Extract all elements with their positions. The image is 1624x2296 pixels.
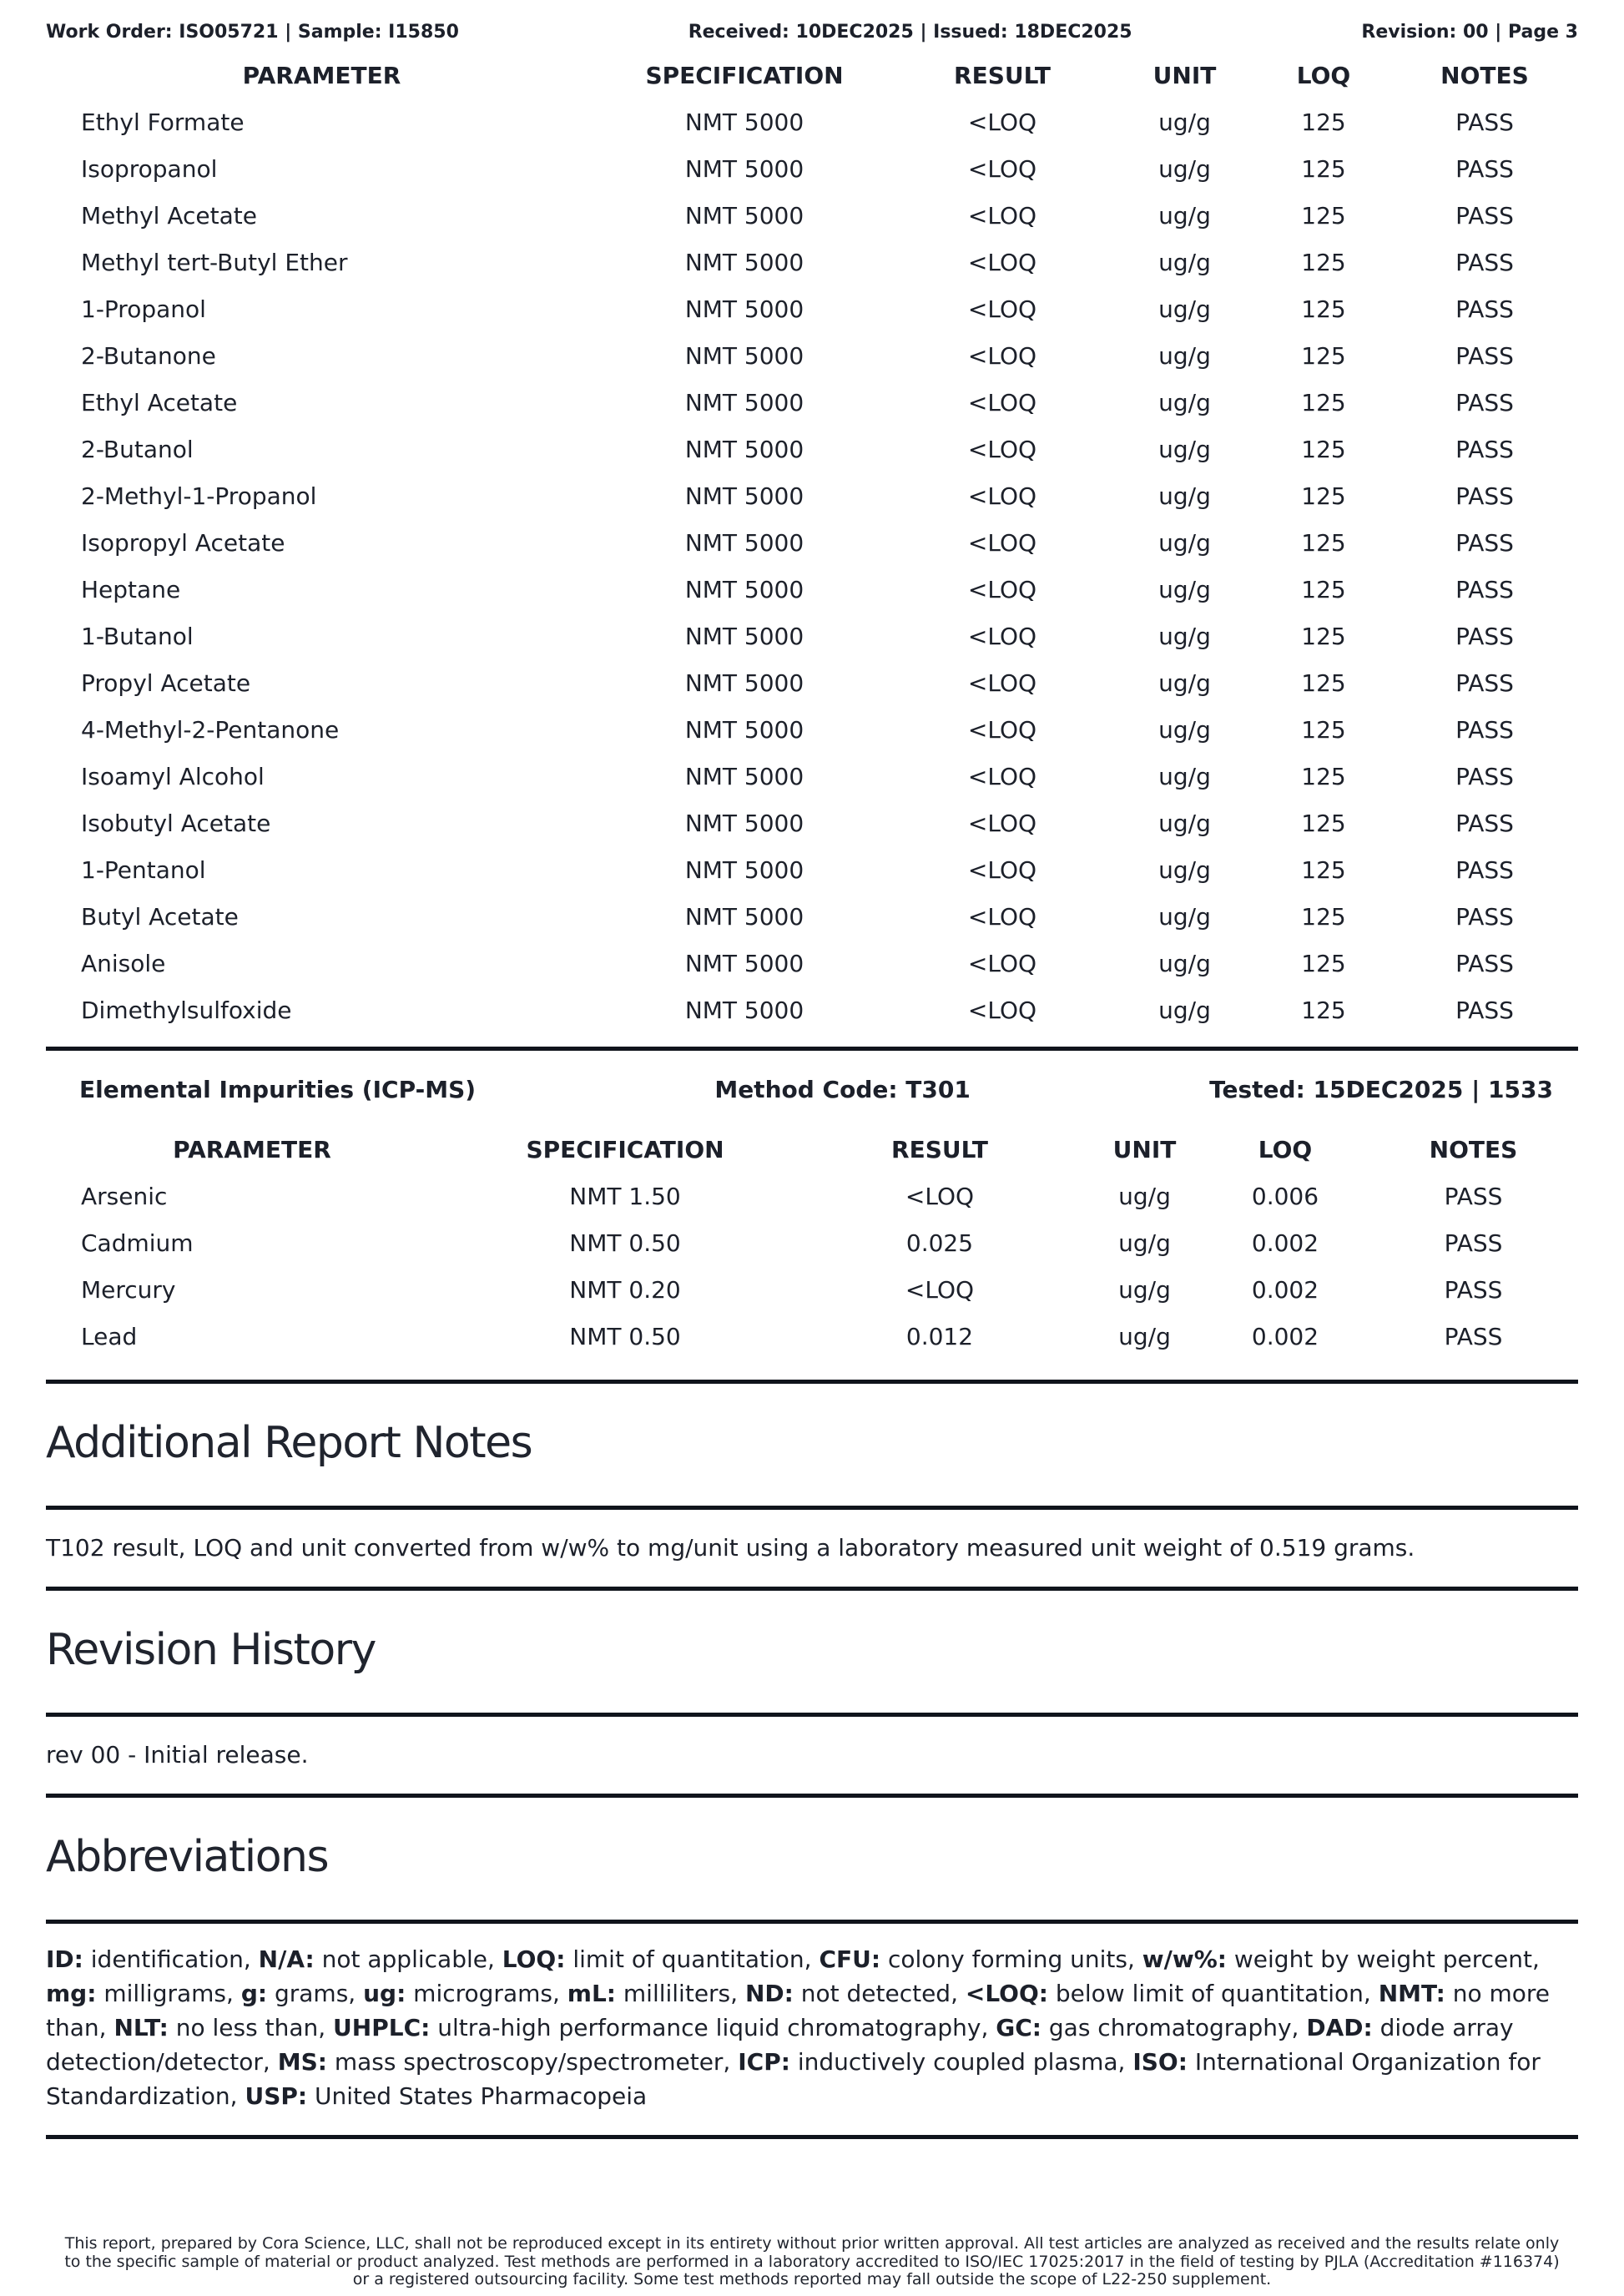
elemental-row <box>46 1266 1578 1313</box>
cell: NMT 5000 <box>684 575 804 603</box>
cell: NMT 5000 <box>684 154 804 183</box>
cell: 0.002 <box>1251 1275 1319 1304</box>
cell: PASS <box>1455 715 1514 744</box>
cell: 2-Butanone <box>81 341 216 370</box>
cell: NMT 5000 <box>684 902 804 931</box>
cell: Propyl Acetate <box>81 669 251 697</box>
method-code: Method Code: T301 <box>714 1076 971 1103</box>
cell: NMT 5000 <box>684 996 804 1024</box>
cell: Ethyl Formate <box>81 108 245 136</box>
cell: <LOQ <box>967 435 1037 463</box>
abbreviation-term: ug: <box>363 1980 406 2007</box>
abbreviation-term: CFU: <box>819 1945 881 1973</box>
abbreviation-term: ISO: <box>1132 2048 1188 2076</box>
solvent-row <box>46 659 1578 706</box>
revision-history-body: rev 00 - Initial release. <box>46 1741 309 1769</box>
cell: PASS <box>1455 528 1514 557</box>
solvent-row <box>46 940 1578 987</box>
cell: 125 <box>1301 622 1346 650</box>
cell: NMT 5000 <box>684 108 804 136</box>
col-unit: UNIT <box>1152 61 1217 89</box>
cell: 0.002 <box>1251 1229 1319 1257</box>
cell: 2-Methyl-1-Propanol <box>81 482 317 510</box>
cell: ug/g <box>1158 949 1211 977</box>
solvent-row <box>46 519 1578 566</box>
cell: NMT 5000 <box>684 809 804 837</box>
col-specification: SPECIFICATION <box>645 61 844 89</box>
cell: ug/g <box>1158 201 1211 230</box>
cell: Anisole <box>81 949 166 977</box>
cell: PASS <box>1444 1275 1503 1304</box>
cell: <LOQ <box>967 482 1037 510</box>
cell: <LOQ <box>967 528 1037 557</box>
cell: 125 <box>1301 996 1346 1024</box>
solvent-row <box>46 800 1578 846</box>
footer-line: This report, prepared by Cora Science, LLC, shall not be reproduced except in its entirety without prior written approval. All test articles are analyzed as received and the results relate only <box>64 2234 1560 2253</box>
cell: PASS <box>1455 201 1514 230</box>
cell: PASS <box>1455 855 1514 884</box>
additional-report-notes-heading: Additional Report Notes <box>46 1418 532 1468</box>
cell: 125 <box>1301 248 1346 276</box>
cell: PASS <box>1455 575 1514 603</box>
cell: PASS <box>1444 1182 1503 1210</box>
solvent-row <box>46 426 1578 472</box>
divider <box>46 1047 1578 1051</box>
cell: NMT 5000 <box>684 201 804 230</box>
cell: PASS <box>1455 622 1514 650</box>
cell: PASS <box>1455 248 1514 276</box>
cell: Lead <box>81 1322 138 1350</box>
cell: Dimethylsulfoxide <box>81 996 292 1024</box>
cell: <LOQ <box>967 715 1037 744</box>
abbreviation-term: g: <box>240 1980 268 2007</box>
received-issued: Received: 10DEC2025 | Issued: 18DEC2025 <box>688 22 1132 43</box>
cell: PASS <box>1455 669 1514 697</box>
cell: ug/g <box>1158 855 1211 884</box>
cell: <LOQ <box>967 622 1037 650</box>
cell: <LOQ <box>967 855 1037 884</box>
elemental-title: Elemental Impurities (ICP-MS) <box>79 1076 477 1103</box>
additional-report-notes-body: T102 result, LOQ and unit converted from w/w% to mg/unit using a laboratory measured unit weight of 0.519 grams. <box>46 1534 1415 1562</box>
cell: NMT 5000 <box>684 528 804 557</box>
elemental-impurities-table <box>46 1126 1578 1360</box>
elemental-table-body <box>46 1173 1578 1360</box>
solvent-row <box>46 285 1578 332</box>
abbreviation-term: mL: <box>567 1980 616 2007</box>
cell: PASS <box>1455 108 1514 136</box>
cell: 125 <box>1301 201 1346 230</box>
cell: ug/g <box>1158 108 1211 136</box>
solvent-row <box>46 332 1578 379</box>
solvent-row <box>46 98 1578 145</box>
solvent-row <box>46 987 1578 1033</box>
cell: 125 <box>1301 855 1346 884</box>
cell: 2-Butanol <box>81 435 194 463</box>
solvent-row <box>46 613 1578 659</box>
cell: ug/g <box>1118 1275 1171 1304</box>
solvents-table-body <box>46 98 1578 1033</box>
divider <box>46 2135 1578 2139</box>
cell: ug/g <box>1118 1229 1171 1257</box>
cell: 125 <box>1301 435 1346 463</box>
cell: PASS <box>1455 762 1514 790</box>
cell: 125 <box>1301 715 1346 744</box>
cell: Ethyl Acetate <box>81 388 238 416</box>
cell: <LOQ <box>905 1182 975 1210</box>
col-specification: SPECIFICATION <box>526 1135 724 1163</box>
cell: ug/g <box>1158 622 1211 650</box>
divider <box>46 1587 1578 1591</box>
cell: <LOQ <box>967 809 1037 837</box>
divider <box>46 1920 1578 1924</box>
cell: PASS <box>1455 482 1514 510</box>
cell: 125 <box>1301 762 1346 790</box>
cell: 125 <box>1301 669 1346 697</box>
cell: 1-Butanol <box>81 622 194 650</box>
elemental-row <box>46 1219 1578 1266</box>
abbreviation-term: LOQ: <box>502 1945 566 1973</box>
cell: 0.025 <box>905 1229 974 1257</box>
cell: ug/g <box>1158 388 1211 416</box>
cell: PASS <box>1455 295 1514 323</box>
elemental-section-header <box>46 1076 1578 1104</box>
solvent-row <box>46 566 1578 613</box>
solvent-row <box>46 379 1578 426</box>
cell: 125 <box>1301 809 1346 837</box>
cell: NMT 5000 <box>684 669 804 697</box>
cell: PASS <box>1444 1322 1503 1350</box>
cell: 125 <box>1301 528 1346 557</box>
divider <box>46 1713 1578 1717</box>
cell: ug/g <box>1158 295 1211 323</box>
cell: <LOQ <box>967 248 1037 276</box>
cell: ug/g <box>1158 669 1211 697</box>
cell: <LOQ <box>967 201 1037 230</box>
cell: <LOQ <box>967 295 1037 323</box>
cell: ug/g <box>1158 575 1211 603</box>
revision-history-heading: Revision History <box>46 1625 376 1675</box>
cell: Methyl tert-Butyl Ether <box>81 248 348 276</box>
report-footer <box>46 2235 1578 2289</box>
cell: Mercury <box>81 1275 176 1304</box>
cell: PASS <box>1455 902 1514 931</box>
col-notes: NOTES <box>1429 1135 1518 1163</box>
abbreviation-term: USP: <box>245 2082 308 2110</box>
cell: <LOQ <box>967 949 1037 977</box>
cell: NMT 5000 <box>684 248 804 276</box>
cell: ug/g <box>1118 1322 1171 1350</box>
abbreviations-heading: Abbreviations <box>46 1832 329 1882</box>
solvent-row <box>46 145 1578 192</box>
cell: 125 <box>1301 949 1346 977</box>
cell: 125 <box>1301 482 1346 510</box>
cell: <LOQ <box>967 154 1037 183</box>
cell: ug/g <box>1158 902 1211 931</box>
cell: 125 <box>1301 902 1346 931</box>
cell: 1-Pentanol <box>81 855 206 884</box>
cell: PASS <box>1455 809 1514 837</box>
cell: ug/g <box>1158 341 1211 370</box>
abbreviation-term: w/w%: <box>1142 1945 1227 1973</box>
cell: NMT 0.20 <box>569 1275 681 1304</box>
divider <box>46 1794 1578 1798</box>
cell: <LOQ <box>967 341 1037 370</box>
footer-line: or a registered outsourcing facility. Some test methods reported may fall outside the scope of L22-250 supplement. <box>352 2270 1272 2288</box>
cell: NMT 5000 <box>684 435 804 463</box>
solvent-row <box>46 192 1578 239</box>
abbreviation-term: ID: <box>46 1945 83 1973</box>
solvents-table-header-row <box>46 52 1578 98</box>
cell: ug/g <box>1118 1182 1171 1210</box>
cell: NMT 0.50 <box>569 1229 681 1257</box>
cell: 125 <box>1301 295 1346 323</box>
cell: 125 <box>1301 388 1346 416</box>
cell: NMT 5000 <box>684 622 804 650</box>
cell: NMT 5000 <box>684 762 804 790</box>
cell: <LOQ <box>967 669 1037 697</box>
abbreviations-body: ID: identification, N/A: not applicable, LOQ: limit of quantitation, CFU: colony forming units, w/w%: weight by weight percent, mg: milligrams, g: grams, ug: micrograms, mL: milliliters, ND: not detected, <LOQ: below limit of quantitation, NMT: no more than, NLT: no less than, UHPLC: ultra-high performance liquid chromatography, GC: gas chromatography, DAD: diode array detection/detector, MS: mass spectroscopy/spectrometer, ICP: inductively coupled plasma, ISO: International Organization for Standardization, USP: United States Pharmacopeia <box>46 1945 1551 2110</box>
cell: PASS <box>1455 996 1514 1024</box>
solvent-row <box>46 472 1578 519</box>
cell: NMT 0.50 <box>569 1322 681 1350</box>
cell: NMT 5000 <box>684 295 804 323</box>
col-loq: LOQ <box>1296 61 1351 89</box>
abbreviation-term: NLT: <box>113 2014 169 2041</box>
abbreviation-term: ICP: <box>738 2048 790 2076</box>
col-result: RESULT <box>954 61 1051 89</box>
cell: Methyl Acetate <box>81 201 257 230</box>
cell: PASS <box>1455 435 1514 463</box>
cell: ug/g <box>1158 435 1211 463</box>
work-order-sample: Work Order: ISO05721 | Sample: I15850 <box>46 22 459 43</box>
cell: 125 <box>1301 341 1346 370</box>
abbreviation-term: NMT: <box>1378 1980 1445 2007</box>
cell: 1-Propanol <box>81 295 206 323</box>
cell: NMT 5000 <box>684 341 804 370</box>
cell: <LOQ <box>967 762 1037 790</box>
cell: NMT 5000 <box>684 855 804 884</box>
cell: PASS <box>1444 1229 1503 1257</box>
cell: NMT 1.50 <box>569 1182 681 1210</box>
cell: Isopropanol <box>81 154 218 183</box>
cell: <LOQ <box>967 388 1037 416</box>
cell: ug/g <box>1158 482 1211 510</box>
revision-page: Revision: 00 | Page 3 <box>1361 22 1578 43</box>
col-parameter: PARAMETER <box>242 61 401 89</box>
cell: Cadmium <box>81 1229 194 1257</box>
cell: NMT 5000 <box>684 388 804 416</box>
cell: ug/g <box>1158 809 1211 837</box>
cell: Butyl Acetate <box>81 902 239 931</box>
cell: <LOQ <box>967 902 1037 931</box>
cell: 125 <box>1301 575 1346 603</box>
cell: NMT 5000 <box>684 715 804 744</box>
solvent-row <box>46 239 1578 285</box>
elemental-row <box>46 1313 1578 1360</box>
col-loq: LOQ <box>1258 1135 1313 1163</box>
elemental-table-header-row <box>46 1126 1578 1173</box>
cell: <LOQ <box>967 108 1037 136</box>
solvent-row <box>46 753 1578 800</box>
cell: ug/g <box>1158 528 1211 557</box>
abbreviation-term: N/A: <box>258 1945 315 1973</box>
col-parameter: PARAMETER <box>173 1135 331 1163</box>
solvent-row <box>46 706 1578 753</box>
abbreviation-term: mg: <box>46 1980 97 2007</box>
divider <box>46 1380 1578 1384</box>
col-result: RESULT <box>891 1135 988 1163</box>
cell: 125 <box>1301 108 1346 136</box>
cell: Isoamyl Alcohol <box>81 762 265 790</box>
cell: ug/g <box>1158 715 1211 744</box>
divider <box>46 1506 1578 1510</box>
cell: <LOQ <box>905 1275 975 1304</box>
solvent-row <box>46 846 1578 893</box>
tested-date: Tested: 15DEC2025 | 1533 <box>1209 1076 1553 1103</box>
cell: 0.006 <box>1251 1182 1319 1210</box>
cell: 0.002 <box>1251 1322 1319 1350</box>
cell: <LOQ <box>967 996 1037 1024</box>
cell: 0.012 <box>905 1322 974 1350</box>
residual-solvents-table <box>46 52 1578 1033</box>
col-unit: UNIT <box>1112 1135 1177 1163</box>
abbreviation-term: GC: <box>996 2014 1041 2041</box>
abbreviation-term: ND: <box>744 1980 794 2007</box>
footer-line: to the specific sample of material or product analyzed. Test methods are performed in a laboratory accredited to ISO/IEC 17025:2017 in the field of testing by PJLA (Accreditation #116374) <box>64 2252 1560 2271</box>
page-header <box>46 22 1578 43</box>
cell: PASS <box>1455 949 1514 977</box>
cell: PASS <box>1455 388 1514 416</box>
cell: NMT 5000 <box>684 482 804 510</box>
cell: ug/g <box>1158 248 1211 276</box>
cell: Isopropyl Acetate <box>81 528 285 557</box>
cell: PASS <box>1455 154 1514 183</box>
cell: NMT 5000 <box>684 949 804 977</box>
abbreviation-term: MS: <box>277 2048 327 2076</box>
cell: Isobutyl Acetate <box>81 809 271 837</box>
cell: <LOQ <box>967 575 1037 603</box>
solvent-row <box>46 893 1578 940</box>
elemental-row <box>46 1173 1578 1219</box>
abbreviation-term: UHPLC: <box>333 2014 431 2041</box>
cell: ug/g <box>1158 996 1211 1024</box>
cell: Heptane <box>81 575 181 603</box>
cell: Arsenic <box>81 1182 168 1210</box>
abbreviation-term: DAD: <box>1306 2014 1373 2041</box>
cell: 4-Methyl-2-Pentanone <box>81 715 340 744</box>
col-notes: NOTES <box>1440 61 1529 89</box>
cell: PASS <box>1455 341 1514 370</box>
cell: 125 <box>1301 154 1346 183</box>
abbreviation-term: <LOQ: <box>965 1980 1048 2007</box>
cell: ug/g <box>1158 762 1211 790</box>
cell: ug/g <box>1158 154 1211 183</box>
